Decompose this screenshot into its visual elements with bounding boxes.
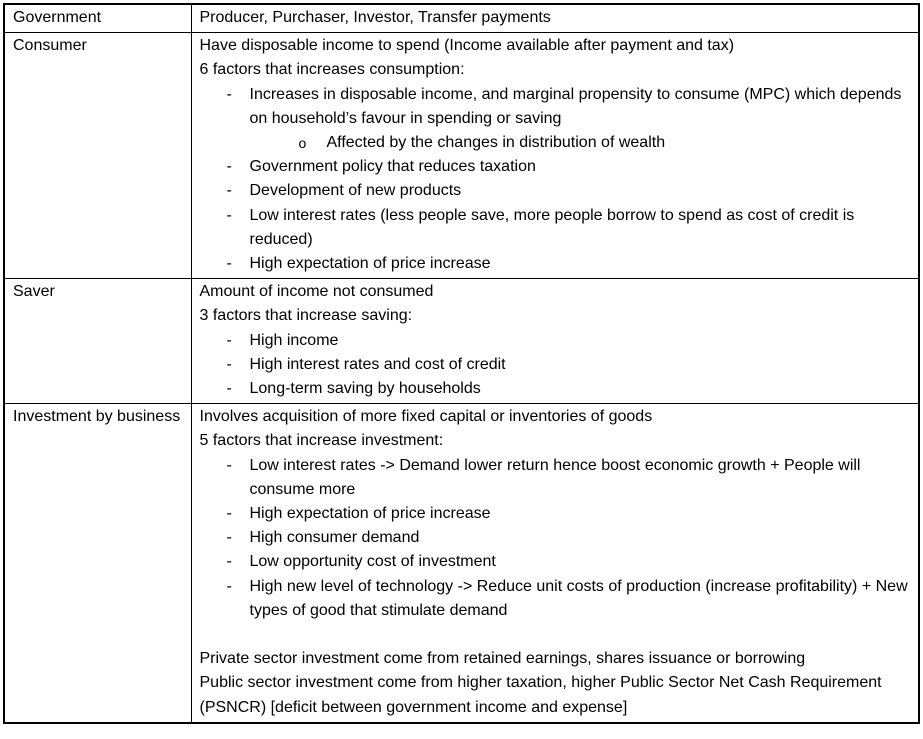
- empty-line: [200, 623, 911, 647]
- bullet-item: [200, 155, 911, 179]
- bullet-text: High expectation of price increase: [249, 505, 491, 523]
- document-page: [3, 3, 920, 724]
- bullet-item: [200, 83, 911, 131]
- paragraph: Have disposable income to spend (Income available after payment and tax): [199, 37, 735, 55]
- bullet-item: [200, 204, 911, 252]
- row-description-cell: [191, 404, 919, 723]
- row-label: Investment by business: [13, 408, 181, 426]
- bullet-item: [200, 502, 911, 526]
- dash-bullet-marker: -: [226, 553, 232, 571]
- paragraph: Producer, Purchaser, Investor, Transfer payments: [199, 9, 551, 26]
- bullet-item: [200, 179, 911, 203]
- table-row: [4, 279, 919, 404]
- paragraph: Amount of income not consumed: [199, 283, 434, 301]
- table-body: [4, 4, 919, 723]
- bullet-text: High expectation of price increase: [249, 255, 491, 273]
- circle-bullet-marker: o: [298, 135, 307, 152]
- dash-bullet-marker: -: [226, 456, 232, 474]
- economics-agents-table: [3, 3, 920, 724]
- dash-bullet-marker: -: [226, 158, 232, 176]
- row-label-cell: [4, 404, 191, 723]
- row-label-cell: [4, 33, 191, 279]
- paragraph: 5 factors that increase investment:: [199, 432, 444, 450]
- paragraph: Involves acquisition of more fixed capital or inventories of goods: [199, 408, 653, 426]
- bullet-text: Increases in disposable income, and marginal propensity to consume (MPC) which depends on household’s favour in spending or saving: [249, 85, 902, 127]
- table-row: [4, 4, 919, 33]
- dash-bullet-marker: -: [226, 505, 232, 523]
- row-description-cell: [191, 33, 919, 279]
- bullet-item: [200, 252, 911, 276]
- row-label: Consumer: [13, 37, 87, 55]
- row-label-cell: [4, 279, 191, 404]
- bullet-text: Government policy that reduces taxation: [249, 158, 536, 176]
- bullet-text: Low interest rates -> Demand lower return hence boost economic growth + People will consume more: [249, 456, 861, 498]
- dash-bullet-marker: -: [226, 255, 232, 273]
- bullet-item: [200, 550, 911, 574]
- paragraph: Public sector investment come from higher taxation, higher Public Sector Net Cash Requirement (PSNCR) [deficit between government income and expense]: [199, 674, 882, 716]
- row-label-cell: [4, 4, 191, 33]
- dash-bullet-marker: -: [226, 577, 232, 595]
- dash-bullet-marker: -: [226, 529, 232, 547]
- bullet-item: [200, 377, 911, 401]
- bullet-item: [200, 526, 911, 550]
- bullet-text: High new level of technology -> Reduce unit costs of production (increase profitability) + New types of good that stimulate demand: [249, 577, 908, 619]
- row-description-cell: [191, 279, 919, 404]
- dash-bullet-marker: -: [226, 380, 232, 398]
- paragraph: 6 factors that increases consumption:: [199, 61, 465, 79]
- bullet-item: [200, 353, 911, 377]
- bullet-text: Development of new products: [249, 182, 462, 200]
- bullet-text: High income: [249, 331, 339, 349]
- bullet-text: Low opportunity cost of investment: [249, 553, 496, 571]
- dash-bullet-marker: -: [226, 182, 232, 200]
- bullet-item: [200, 329, 911, 353]
- table-row: [4, 33, 919, 279]
- row-description-cell: [191, 4, 919, 33]
- paragraph: 3 factors that increase saving:: [199, 307, 413, 325]
- dash-bullet-marker: -: [226, 206, 232, 224]
- dash-bullet-marker: -: [226, 355, 232, 373]
- row-label: Government: [13, 9, 102, 26]
- table-row: [4, 404, 919, 723]
- row-label: Saver: [13, 283, 55, 301]
- bullet-text: High consumer demand: [249, 529, 420, 547]
- dash-bullet-marker: -: [226, 331, 232, 349]
- bullet-text: Low interest rates (less people save, more people borrow to spend as cost of credit is reduced): [249, 206, 855, 248]
- bullet-text: High interest rates and cost of credit: [249, 355, 506, 373]
- dash-bullet-marker: -: [226, 85, 232, 103]
- sub-bullet-item: [200, 131, 911, 155]
- bullet-item: [200, 454, 911, 502]
- bullet-text: Long-term saving by households: [249, 380, 481, 398]
- bullet-text: Affected by the changes in distribution of wealth: [326, 134, 666, 152]
- bullet-item: [200, 575, 911, 623]
- paragraph: Private sector investment come from retained earnings, shares issuance or borrowing: [199, 650, 806, 668]
